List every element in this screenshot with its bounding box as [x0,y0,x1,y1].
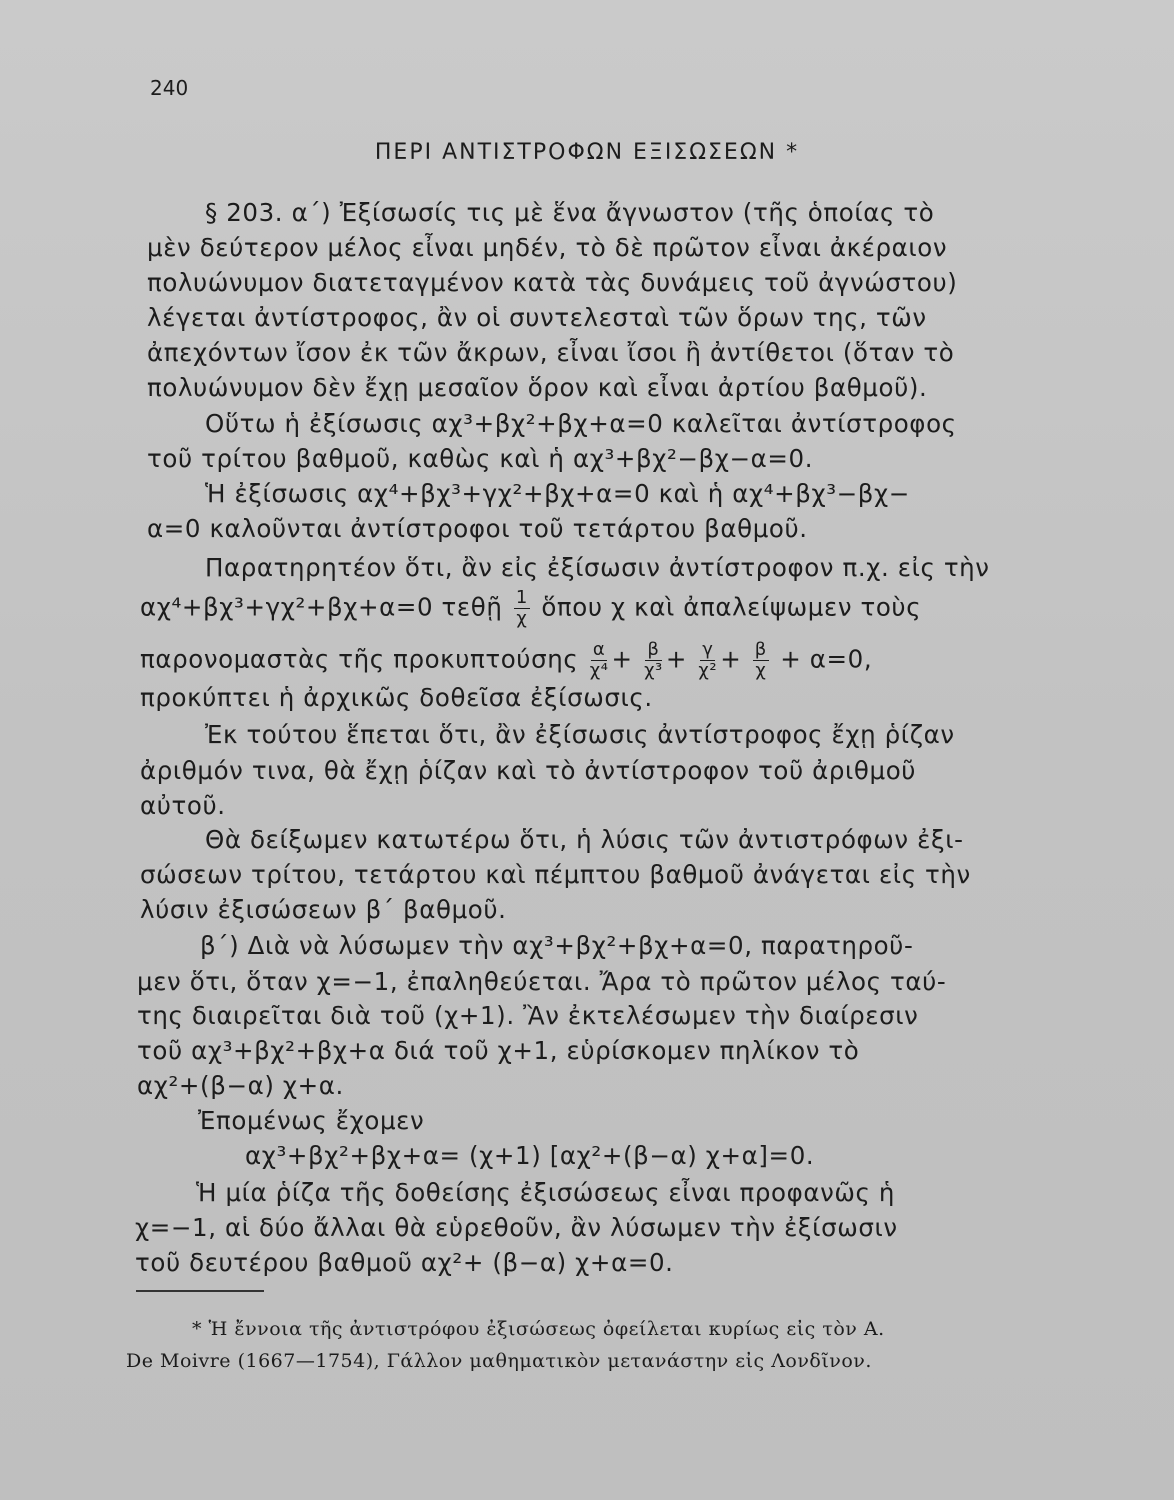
text-line: λύσιν ἐξισώσεων β΄ βαθμοῦ. [140,895,507,924]
text-line: Θὰ δείξωμεν κατωτέρω ὅτι, ἡ λύσις τῶν ἀντιστρόφων ἐξι- [205,825,964,854]
plus-sign: + [665,644,688,674]
text-segment: ὅπου χ καὶ ἀπαλείψωμεν τοὺς [541,592,922,622]
text-line: αχ²+(β−α) χ+α. [137,1071,344,1100]
text-line: τοῦ αχ³+βχ²+βχ+α διά τοῦ χ+1, εὑρίσκομεν πηλίκον τὸ [137,1036,860,1065]
text-line: χ=−1, αἱ δύο ἄλλαι θὰ εὑρεθοῦν, ἂν λύσωμεν τὴν ἐξίσωσιν [135,1213,898,1242]
footnote-separator [136,1290,264,1292]
section-title: ΠΕΡΙ ΑΝΤΙΣΤΡΟΦΩΝ ΕΞΙΣΩΣΕΩΝ * [374,140,800,165]
text-line: προκύπτει ἡ ἀρχικῶς δοθεῖσα ἐξίσωσις. [140,683,653,712]
text-line: Ἡ ἐξίσωσις αχ⁴+βχ³+γχ²+βχ+α=0 καὶ ἡ αχ⁴+βχ³−βχ− [205,479,910,508]
fraction-denominator: χ³ [644,660,663,681]
fraction [514,588,530,629]
text-line: § 203. α΄) Ἐξίσωσίς τις μὲ ἕνα ἄγνωστον (τῆς ὁποίας τὸ [205,198,935,227]
substitution-line [140,588,921,629]
text-line: ἀριθμόν τινα, θὰ ἔχῃ ῥίζαν καὶ τὸ ἀντίστροφον τοῦ ἀριθμοῦ [140,756,917,785]
text-line: Παρατηρητέον ὅτι, ἂν εἰς ἐξίσωσιν ἀντίστροφον π.χ. εἰς τὴν [205,553,990,582]
plus-sign: + [611,644,633,674]
fraction-equation-line [140,640,872,681]
fraction-denominator: χ² [698,660,718,681]
plus-sign: + [720,644,742,674]
text-line: Ἡ μία ῥίζα τῆς δοθείσης ἐξισώσεως εἶναι προφανῶς ἡ [196,1178,895,1207]
text-line: αὐτοῦ. [140,791,226,820]
fraction-numerator: 1 [515,587,528,608]
text-line: σώσεων τρίτου, τετάρτου καὶ πέμπτου βαθμοῦ ἀνάγεται εἰς τὴν [140,860,971,889]
fraction [753,640,769,681]
text-line: πολυώνυμον δὲν ἔχῃ μεσαῖον ὅρον καὶ εἶναι ἀρτίου βαθμοῦ). [147,373,928,402]
fraction [590,640,609,681]
fraction-denominator: χ [516,608,528,629]
footnote-line: De Moivre (1667—1754), Γάλλον μαθηματικὸν μετανάστην εἰς Λονδῖνον. [126,1350,872,1372]
text-line: β΄) Διὰ νὰ λύσωμεν τὴν αχ³+βχ²+βχ+α=0, παρατηροῦ- [200,931,914,960]
fraction-numerator: α [592,639,606,660]
text-line: Ἐκ τούτου ἕπεται ὅτι, ἂν ἐξίσωσις ἀντίστροφος ἔχῃ ῥίζαν [205,720,955,749]
fraction-denominator: χ [755,660,767,681]
fraction-numerator: γ [702,639,714,660]
fraction [698,640,717,681]
fraction [644,640,663,681]
text-segment: + α=0, [780,644,873,674]
text-line: ἀπεχόντων ἴσον ἐκ τῶν ἄκρων, εἶναι ἴσοι ἢ ἀντίθετοι (ὅταν τὸ [147,338,955,367]
text-line: Οὕτω ἡ ἐξίσωσις αχ³+βχ²+βχ+α=0 καλεῖται ἀντίστροφος [205,409,957,438]
text-line: πολυώνυμον διατεταγμένον κατὰ τὰς δυνάμεις τοῦ ἀγνώστου) [147,268,958,297]
fraction-numerator: β [754,639,767,660]
fraction-denominator: χ⁴ [589,660,609,681]
display-equation: αχ³+βχ²+βχ+α= (χ+1) [αχ²+(β−α) χ+α]=0. [245,1141,815,1170]
text-line: α=0 καλοῦνται ἀντίστροφοι τοῦ τετάρτου βαθμοῦ. [147,514,808,543]
page-number: 240 [150,76,189,100]
text-line: μὲν δεύτερον μέλος εἶναι μηδέν, τὸ δὲ πρῶτον εἶναι ἀκέραιον [147,233,948,262]
fraction-numerator: β [647,639,660,660]
text-line: της διαιρεῖται διὰ τοῦ (χ+1). Ἂν ἐκτελέσωμεν τὴν διαίρεσιν [137,1001,919,1030]
footnote-line: * Ἡ ἔννοια τῆς ἀντιστρόφου ἐξισώσεως ὀφείλεται κυρίως εἰς τὸν A. [192,1318,885,1340]
text-segment: παρονομαστὰς τῆς προκυπτούσης [140,644,579,674]
text-line: τοῦ δευτέρου βαθμοῦ αχ²+ (β−α) χ+α=0. [135,1248,674,1277]
text-line: τοῦ τρίτου βαθμοῦ, καθὼς καὶ ἡ αχ³+βχ²−βχ−α=0. [147,444,814,473]
text-line: Ἐπομένως ἔχομεν [198,1106,425,1135]
text-line: λέγεται ἀντίστροφος, ἂν οἱ συντελεσταὶ τῶν ὅρων της, τῶν [147,303,927,332]
text-segment: αχ⁴+βχ³+γχ²+βχ+α=0 τεθῇ [140,592,503,622]
text-line: μεν ὅτι, ὅταν χ=−1, ἐπαληθεύεται. Ἄρα τὸ πρῶτον μέλος ταύ- [137,967,947,996]
